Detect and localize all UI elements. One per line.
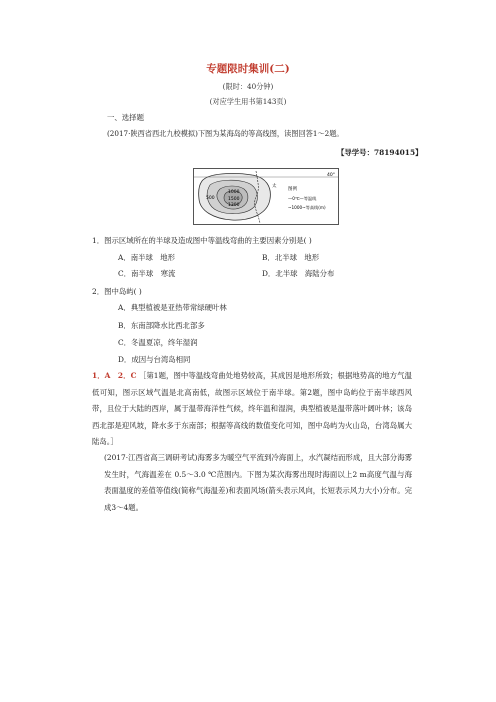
legend-isotherm: —0℃—等温线 (288, 196, 317, 201)
answer-text: ［第1题，图中等温线弯曲处地势较高，其成因是地形所致；根据地势高的地方气温低可知，图示区域气温是北高南低，故图示区域位于南半球。第2题，图中岛屿位于南半球西风带，且位于大陆的西岸，属于温带海洋性气候，终年温和湿润，典型植被是温带落叶阔叶林；该岛西北部是迎风坡，降水多于东南部；根据等高线的数值变化可知，图中岛屿为火山岛，台湾岛属大陆岛。］ (92, 371, 412, 447)
contour-label-1500: 1500 (228, 197, 240, 202)
answer-explanation (92, 368, 412, 451)
source-paragraph-2: (2017·江西省高三调研考试)海雾多为暖空气平流到冷海面上，水汽凝结而形成，且大部分海雾发生时，气海温差在 0.5～3.0 ℃范围内。下图为某次海雾出现时海面以上2 m高度气温与海表面温度的差值等值线(简称气海温差)和表面风场(箭头表示风向，长短表示风力大小)分布。完成3～4题。 (104, 453, 412, 512)
question-1-option-b: B．北半球 地形 (262, 253, 320, 262)
answer-key: 1．A 2．C (92, 371, 137, 380)
legend-contour: ~1000~等高线(m) (288, 205, 326, 210)
latitude-label: 40° (327, 173, 335, 178)
book-reference: (对应学生用书第143页) (209, 97, 287, 106)
question-1-option-c: C．南半球 寒流 (118, 269, 176, 278)
question-1-option-d: D．北半球 海陆分布 (262, 269, 335, 278)
question-2-option-c: C．冬温夏凉，终年湿润 (118, 338, 198, 347)
question-2-option-b: B．东南部降水比西北部多 (118, 321, 205, 330)
page-title: 专题限时集训(二) (206, 63, 290, 75)
contour-label-1000: 1000 (228, 190, 240, 195)
contour-map-svg (194, 169, 338, 224)
contour-label-500: 500 (206, 196, 215, 201)
time-limit: (限时：40分钟) (222, 82, 274, 91)
section-heading: 一、选择题 (107, 113, 144, 122)
contour-label-1300: 1300 (228, 203, 240, 208)
ocean-label: 太 (272, 184, 277, 189)
question-2-option-a: A．典型植被是亚热带常绿硬叶林 (118, 303, 227, 312)
question-2-stem: 2．图中岛屿( ) (92, 287, 142, 296)
source-line-1: (2017·陕西省西北九校模拟)下图为某海岛的等高线图，读图回答1～2题。 (107, 129, 344, 138)
question-2-option-d: D．成因与台湾岛相同 (118, 355, 191, 364)
legend-title: 图例 (288, 187, 297, 192)
question-1-option-a: A．南半球 地形 (118, 253, 176, 262)
island-contour-map (193, 168, 339, 225)
question-1-stem: 1．图示区域所在的半球及造成图中等温线弯曲的主要因素分别是( ) (92, 236, 312, 245)
guide-number: 【导学号：78194015】 (337, 148, 423, 157)
